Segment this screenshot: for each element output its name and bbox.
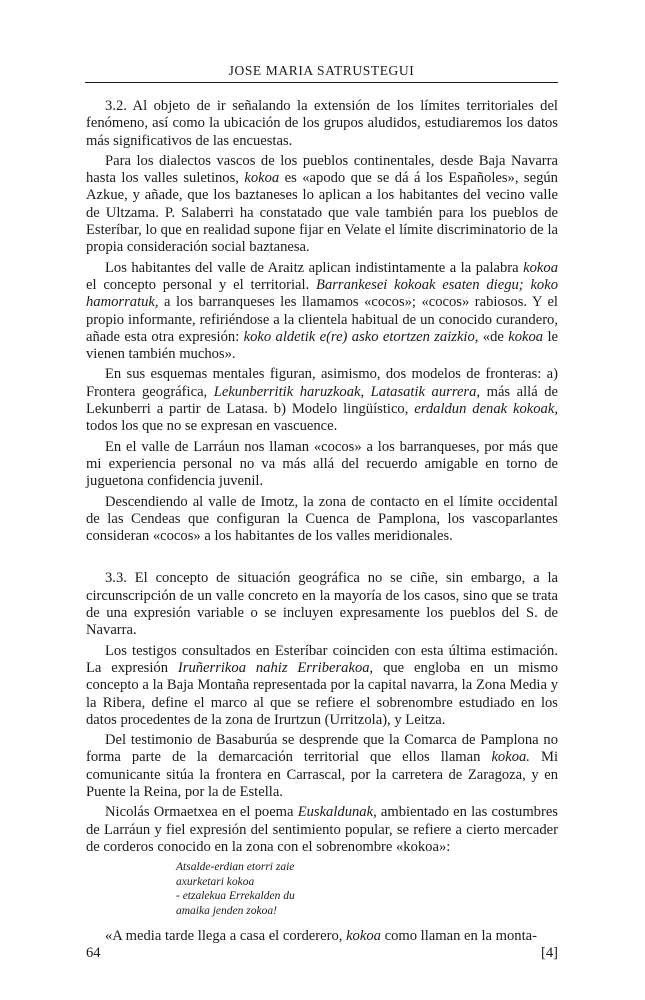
text-run: 3.2. Al objeto de ir señalando la extensión de los límites territoriales del fenómeno, así como la ubicación de los grupos aludidos, estudiaremos los datos más significativos de las encuestas. bbox=[86, 98, 558, 149]
poem-line: - etzalekua Errekalden du bbox=[176, 890, 295, 903]
text-run: el concepto personal y el territorial. bbox=[86, 276, 317, 293]
paragraph-basaburua bbox=[86, 732, 558, 801]
page-body bbox=[86, 98, 558, 945]
header-rule bbox=[85, 82, 558, 83]
text-run: Los habitantes del valle de Araitz aplican indistintamente a la palabra bbox=[105, 259, 524, 276]
text-run: «de bbox=[478, 328, 509, 345]
italic-term: erdaldun denak kokoak, bbox=[414, 401, 558, 418]
text-run: le vienen también muchos». bbox=[86, 328, 558, 363]
text-run: Mi comunicante sitúa la frontera en Carrascal, por la carretera de Zaragoza, y en Puente la Reina, por la de Estella. bbox=[86, 749, 558, 800]
italic-term: kokoa. bbox=[491, 749, 530, 766]
paragraph-imotz bbox=[86, 494, 558, 546]
page-reference: [4] bbox=[540, 945, 558, 961]
paragraph-ormaetxea bbox=[86, 804, 558, 856]
paragraph-araitz bbox=[86, 260, 558, 364]
paragraph-fronteras bbox=[86, 366, 558, 435]
text-run: es «apodo que se dá á los Españoles», según Azkue, y añade, que los baztaneses lo aplican a los habitantes del vecino valle de Ultzama. P. Salaberri ha constatado que vale también para los pueblos de Esteríbar, lo que en realidad supone fijar en Velate el límite discriminatorio de la propia consideración social baztanesa. bbox=[86, 170, 558, 256]
italic-term: kokoa bbox=[523, 259, 558, 276]
page-number: 64 bbox=[86, 945, 101, 961]
paragraph-dialectos bbox=[86, 153, 558, 257]
paragraph-3-3 bbox=[86, 570, 558, 639]
italic-term: Euskaldunak, bbox=[297, 804, 377, 821]
paragraph-esteribar bbox=[86, 643, 558, 729]
paragraph-larraun bbox=[86, 439, 558, 491]
text-run: todos los que no se expresan en vascuence. bbox=[86, 418, 338, 435]
italic-term: Lekunberritik haruzkoak, Latasatik aurrera, bbox=[213, 383, 481, 400]
text-run: más allá de Lekunberri a partir de Latasa. b) Modelo lingüístico, bbox=[86, 383, 559, 418]
italic-term: kokoa bbox=[508, 328, 544, 345]
poem-quote bbox=[176, 860, 558, 918]
italic-term: kokoa bbox=[244, 170, 280, 187]
text-run: Del testimonio de Basaburúa se desprende que la Comarca de Pamplona no forma parte de la demarcación territorial que ellos llaman bbox=[86, 732, 558, 766]
text-run: ambientado en las costumbres de Larráun y fiel expresión del sentimiento popular, se refiere a cierto mercader de corderos conocido en la zona con el sobrenombre «kokoa»: bbox=[86, 804, 558, 855]
paragraph-3-2 bbox=[86, 98, 558, 150]
italic-term: Barrankesei kokoak esaten diegu; koko hamorratuk, bbox=[86, 276, 558, 311]
italic-term: Iruñerrikoa nahiz Erriberakoa, bbox=[177, 659, 374, 676]
poem-line: Atsalde-erdian etorri zaie bbox=[176, 861, 295, 874]
text-run: Descendiendo al valle de Imotz, la zona de contacto en el límite occidental de las Cendeas que configuran la Cuenca de Pamplona, los vascoparlantes consideran «cocos» a los habitantes de los valles meridionales. bbox=[86, 493, 558, 545]
italic-term: kokoa bbox=[346, 928, 381, 945]
text-run: Los testigos consultados en Esteríbar coinciden con esta última estimación. La expresión bbox=[86, 642, 558, 676]
text-run: «A media tarde llega a casa el corderero, bbox=[105, 928, 347, 945]
text-run: 3.3. El concepto de situación geográfica no se ciñe, sin embargo, a la circunscripción de un valle concreto en la mayoría de los casos, sino que se trata de una expresión variable o se incluyen expresamente los pueblos del S. de Navarra. bbox=[86, 570, 558, 639]
text-run: que engloba en un mismo concepto a la Baja Montaña representada por la capital navarra, la Zona Media y la Ribera, define el marco al que se refiere el sobrenombre estudiado en los datos procedentes de la zona de Irurtzun (Urritzola), y Leitza. bbox=[86, 659, 558, 728]
text-run: a los barranqueses les llamamos «cocos»; «cocos» rabiosos. Y el propio informante, refiriéndose a la clientela habitual de un conocido curandero, añade esta otra expresión: bbox=[86, 294, 558, 345]
text-run: Nicolás Ormaetxea en el poema bbox=[105, 804, 298, 821]
italic-term: koko aldetik e(re) asko etortzen zaizkio, bbox=[243, 328, 479, 345]
paragraph-translation bbox=[86, 928, 558, 945]
poem-line: axurketari kokoa bbox=[176, 875, 255, 888]
text-run: como llaman en la monta- bbox=[380, 928, 537, 945]
poem-line: amaika jenden zokoa! bbox=[176, 904, 277, 917]
text-run: En sus esquemas mentales figuran, asimismo, dos modelos de fronteras: a) Frontera geográfica, bbox=[86, 366, 558, 400]
text-run: Para los dialectos vascos de los pueblos continentales, desde Baja Navarra hasta los valles suletinos, bbox=[86, 152, 558, 187]
text-run: En el valle de Larráun nos llaman «cocos» a los barranqueses, por más que mi experiencia personal no va más allá del recuerdo amigable en torno de juguetona confidencia juvenil. bbox=[86, 438, 558, 490]
running-title: JOSE MARIA SATRUSTEGUI bbox=[228, 63, 415, 78]
